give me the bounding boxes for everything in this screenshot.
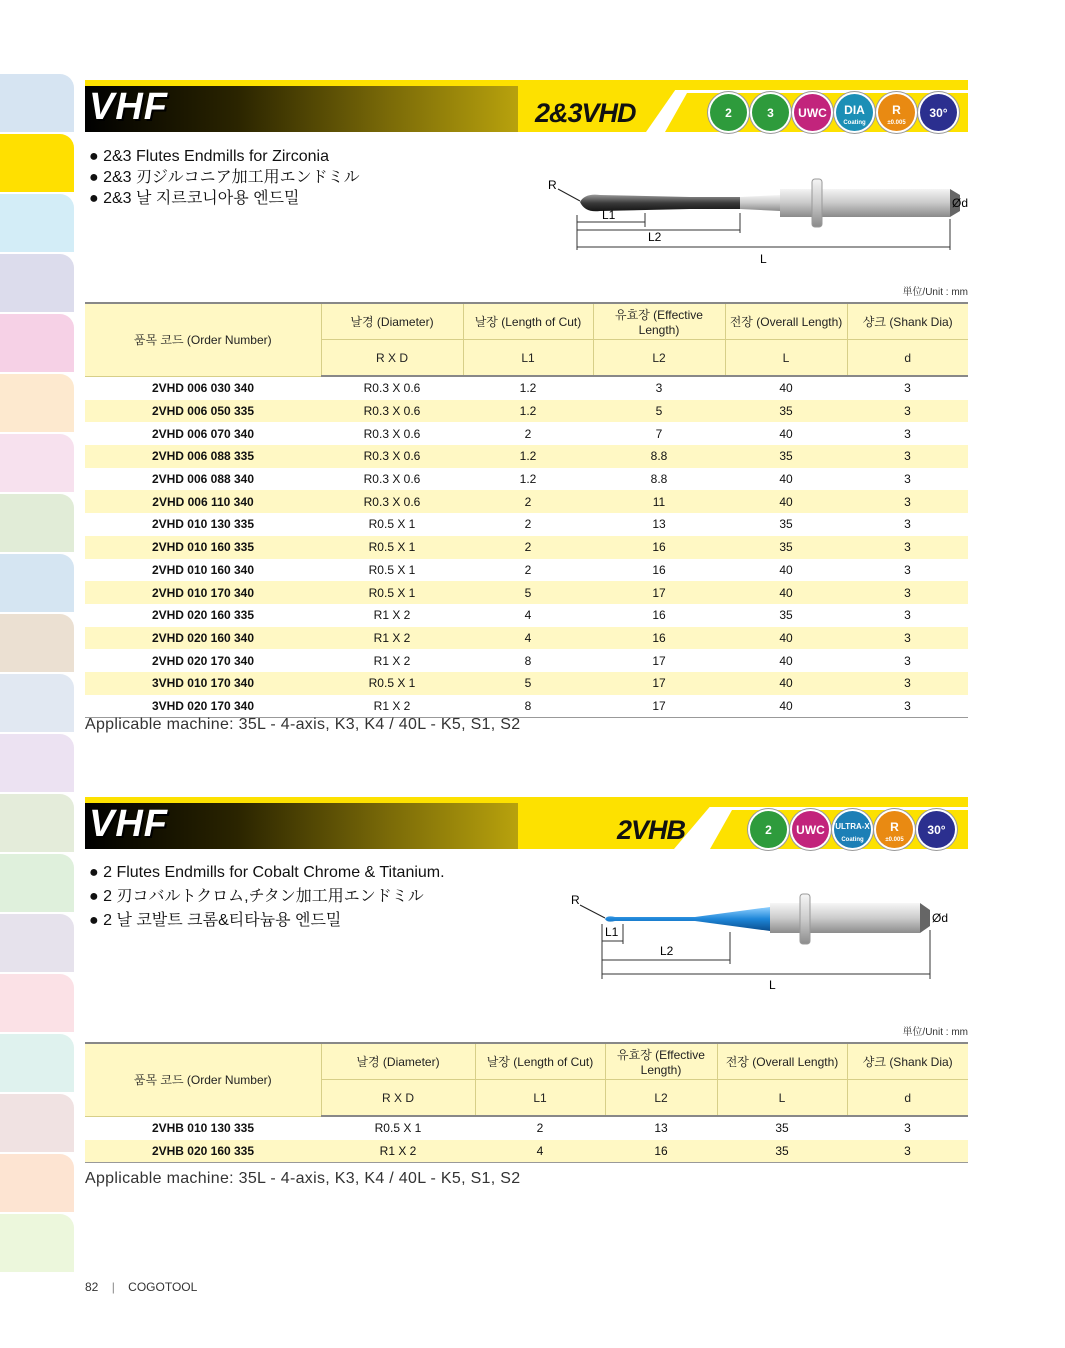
header-length-of-cut: 날장 (Length of Cut) — [463, 303, 593, 340]
header-d: d — [847, 1080, 968, 1117]
product-description — [89, 861, 445, 933]
label-r: R — [571, 893, 580, 907]
label-l2: L2 — [660, 944, 674, 958]
effective-length-cell: 17 — [593, 672, 725, 695]
uwc-icon: UWC — [792, 811, 829, 848]
shank-dia-cell: 3 — [847, 695, 968, 718]
header-shank-dia: 샹크 (Shank Dia) — [847, 303, 968, 340]
overall-length-cell: 40 — [779, 562, 793, 577]
side-tab[interactable] — [0, 1034, 74, 1092]
brand-name: COGOTOOL — [128, 1280, 198, 1294]
helix-30-icon: 30° — [918, 811, 955, 848]
table-row — [85, 1140, 968, 1163]
overall-length-cell: 35 — [779, 517, 793, 532]
table-row — [85, 445, 968, 468]
overall-length-cell: 35 — [725, 400, 847, 423]
model-name: 2&3VHD — [535, 98, 636, 128]
overall-length-cell: 40 — [725, 490, 847, 513]
side-tab[interactable] — [0, 794, 74, 852]
side-tab[interactable] — [0, 194, 74, 252]
diameter-cell: R1 X 2 — [321, 627, 463, 650]
side-tab[interactable] — [0, 314, 74, 372]
shank-dia-cell: 3 — [904, 472, 911, 487]
shank-dia-cell: 3 — [847, 400, 968, 423]
ultra-x-coating-icon: ULTRA-X Coating — [834, 811, 871, 848]
table-row — [85, 695, 968, 718]
side-tab[interactable] — [0, 614, 74, 672]
model-name: 2VHB — [617, 815, 686, 845]
effective-length-cell: 13 — [652, 517, 666, 532]
order-number-cell: 2VHD 010 170 340 — [85, 581, 321, 604]
effective-length-cell: 16 — [593, 536, 725, 559]
effective-length-cell: 16 — [652, 608, 666, 623]
side-tab[interactable] — [0, 1214, 74, 1272]
diameter-cell: R1 X 2 — [321, 1140, 475, 1163]
shank-dia-cell: 3 — [904, 381, 911, 396]
order-number-cell: 2VHD 020 160 335 — [151, 608, 255, 623]
shank-dia-cell: 3 — [847, 490, 968, 513]
unit-label: 単位/Unit : mm — [902, 287, 968, 298]
overall-length-cell: 40 — [725, 695, 847, 718]
header-d: d — [847, 340, 968, 377]
order-number-cell: 2VHD 006 070 340 — [151, 426, 255, 441]
side-tab[interactable] — [0, 134, 74, 192]
order-number-cell: 2VHB 020 160 335 — [85, 1140, 321, 1163]
effective-length-cell: 8.8 — [593, 445, 725, 468]
side-tab[interactable] — [0, 854, 74, 912]
neck — [740, 195, 780, 211]
side-tab[interactable] — [0, 734, 74, 792]
effective-length-cell: 16 — [593, 627, 725, 650]
shank-dia-cell: 3 — [904, 426, 911, 441]
diameter-cell: R1 X 2 — [373, 608, 411, 623]
overall-length-cell: 35 — [725, 445, 847, 468]
table-row — [85, 422, 968, 445]
length-of-cut-cell: 8 — [524, 653, 532, 668]
effective-length-cell: 17 — [593, 695, 725, 718]
header-order-number: 품목 코드 (Order Number) — [85, 303, 321, 376]
helix-30-icon: 30° — [920, 94, 957, 131]
page-footer — [85, 1280, 197, 1294]
side-tab[interactable] — [0, 1094, 74, 1152]
table-row — [85, 627, 968, 650]
order-number-cell: 2VHD 020 160 340 — [85, 627, 321, 650]
flange — [800, 894, 810, 944]
side-tab[interactable] — [0, 974, 74, 1032]
table-row — [85, 400, 968, 423]
order-number-cell: 2VHD 006 050 335 — [85, 400, 321, 423]
shank-dia-cell: 3 — [847, 672, 968, 695]
effective-length-cell: 16 — [652, 562, 666, 577]
shank-dia-cell: 3 — [847, 1140, 968, 1163]
length-of-cut-cell: 2 — [536, 1121, 544, 1136]
length-of-cut-cell: 8 — [463, 695, 593, 718]
page-number: 82 — [85, 1280, 99, 1294]
effective-length-cell: 8.8 — [650, 472, 668, 487]
diameter-cell: R0.3 X 0.6 — [363, 381, 421, 396]
overall-length-cell: 40 — [779, 472, 793, 487]
header-l1: L1 — [475, 1080, 605, 1117]
label-l2: L2 — [648, 230, 662, 244]
table-row — [85, 376, 968, 400]
cutting-head — [605, 907, 770, 931]
tool-diagram — [565, 892, 970, 992]
header-overall-length: 전장 (Overall Length) — [725, 303, 847, 340]
effective-length-cell: 5 — [593, 400, 725, 423]
order-number-cell: 2VHD 006 030 340 — [151, 381, 255, 396]
shank-chamfer — [920, 903, 930, 933]
order-number-cell: 2VHD 010 130 335 — [151, 517, 255, 532]
order-number-cell: 2VHD 010 160 335 — [85, 536, 321, 559]
effective-length-cell: 16 — [605, 1140, 717, 1163]
overall-length-cell: 40 — [725, 672, 847, 695]
diameter-cell: R0.3 X 0.6 — [321, 400, 463, 423]
side-tab[interactable] — [0, 254, 74, 312]
order-number-cell: 2VHD 010 160 340 — [151, 562, 255, 577]
length-of-cut-cell: 1.2 — [519, 472, 537, 487]
description-line-kr: ● 2&3 날 지르코니아용 엔드밀 — [89, 190, 300, 207]
description-line-jp: ● 2 刃コバルトクロム,チタン加工用エンドミル — [89, 888, 424, 905]
description-line-en: ● 2&3 Flutes Endmills for Zirconia — [89, 148, 329, 165]
tool-diagram — [540, 175, 970, 275]
diameter-cell: R0.5 X 1 — [374, 1121, 422, 1136]
diameter-cell: R0.5 X 1 — [321, 581, 463, 604]
side-tab[interactable] — [0, 674, 74, 732]
shank-dia-cell: 3 — [904, 653, 911, 668]
side-tab[interactable] — [0, 914, 74, 972]
diameter-cell: R0.3 X 0.6 — [321, 445, 463, 468]
description-line-en: ● 2 Flutes Endmills for Cobalt Chrome & Titanium. — [89, 864, 445, 881]
diameter-cell: R0.3 X 0.6 — [363, 426, 421, 441]
header-diameter: 날경 (Diameter) — [321, 303, 463, 340]
label-l1: L1 — [602, 208, 616, 222]
diameter-cell: R0.5 X 1 — [368, 562, 416, 577]
length-of-cut-cell: 5 — [463, 581, 593, 604]
shank-dia-cell: 3 — [904, 608, 911, 623]
flute-2-icon: 2 — [750, 811, 787, 848]
shank-dia-cell: 3 — [847, 536, 968, 559]
flute-2-icon: 2 — [710, 94, 747, 131]
overall-length-cell: 40 — [779, 381, 793, 396]
length-of-cut-cell: 2 — [524, 562, 532, 577]
shank-dia-cell: 3 — [904, 517, 911, 532]
section-banner — [85, 797, 968, 849]
effective-length-cell: 11 — [593, 490, 725, 513]
overall-length-cell: 35 — [717, 1140, 847, 1163]
effective-length-cell: 17 — [652, 653, 666, 668]
overall-length-cell: 35 — [775, 1121, 789, 1136]
table-row — [85, 581, 968, 604]
side-tab[interactable] — [0, 554, 74, 612]
order-number-cell: 3VHD 010 170 340 — [85, 672, 321, 695]
header-l: L — [717, 1080, 847, 1117]
order-number-cell: 2VHD 006 088 340 — [151, 472, 255, 487]
header-effective-length: 유효장 (Effective Length) — [593, 303, 725, 340]
uwc-icon: UWC — [794, 94, 831, 131]
side-tab[interactable] — [0, 374, 74, 432]
feature-badges — [750, 811, 955, 848]
table-row — [85, 468, 968, 491]
table-row — [85, 513, 968, 536]
label-r: R — [548, 178, 557, 192]
applicable-machine: Applicable machine: 35L - 4-axis, K3, K4 / 40L - K5, S1, S2 — [85, 716, 521, 733]
side-tab[interactable] — [0, 434, 74, 492]
section-title: VHF — [89, 86, 168, 128]
side-tab[interactable] — [0, 1154, 74, 1212]
header-rxd: R X D — [321, 1080, 475, 1117]
header-length-of-cut: 날장 (Length of Cut) — [475, 1043, 605, 1080]
order-number-cell: 2VHD 006 110 340 — [85, 490, 321, 513]
length-of-cut-cell: 4 — [524, 608, 532, 623]
overall-length-cell: 35 — [725, 536, 847, 559]
spec-table-body — [85, 1116, 968, 1163]
overall-length-cell: 40 — [725, 581, 847, 604]
shank-dia-cell: 3 — [847, 581, 968, 604]
description-line-jp: ● 2&3 刃ジルコニア加工用エンドミル — [89, 169, 360, 186]
section-banner — [85, 80, 968, 132]
shank-dia-cell: 3 — [847, 445, 968, 468]
shank-dia-cell: 3 — [904, 1121, 911, 1136]
header-rxd: R X D — [321, 340, 463, 377]
table-row — [85, 559, 968, 582]
length-of-cut-cell: 4 — [475, 1140, 605, 1163]
header-diameter: 날경 (Diameter) — [321, 1043, 475, 1080]
diameter-cell: R1 X 2 — [373, 653, 411, 668]
diameter-cell: R0.5 X 1 — [321, 672, 463, 695]
effective-length-cell: 17 — [593, 581, 725, 604]
unit-label: 単位/Unit : mm — [902, 1027, 968, 1038]
diameter-cell: R1 X 2 — [321, 695, 463, 718]
footer-separator: | — [111, 1280, 115, 1294]
section-title: VHF — [89, 803, 168, 845]
r-tolerance-icon: R ±0.005 — [876, 811, 913, 848]
label-d: Ød — [932, 911, 949, 925]
length-of-cut-cell: 2 — [524, 426, 532, 441]
side-tab[interactable] — [0, 494, 74, 552]
table-row — [85, 536, 968, 559]
overall-length-cell: 40 — [725, 627, 847, 650]
side-tab[interactable] — [0, 74, 74, 132]
table-row — [85, 672, 968, 695]
flange — [812, 179, 822, 227]
spec-table — [85, 302, 968, 718]
product-description — [89, 146, 360, 209]
header-l2: L2 — [605, 1080, 717, 1117]
header-overall-length: 전장 (Overall Length) — [717, 1043, 847, 1080]
shank-dia-cell: 3 — [904, 562, 911, 577]
description-line-kr: ● 2 날 코발트 크롬&티타늄용 엔드밀 — [89, 912, 342, 929]
table-row — [85, 490, 968, 513]
effective-length-cell: 3 — [655, 381, 663, 396]
label-l: L — [769, 978, 776, 992]
dia-coating-icon: DIA Coating — [836, 94, 873, 131]
header-order-number: 품목 코드 (Order Number) — [85, 1043, 321, 1116]
label-d: Ød — [952, 196, 969, 210]
length-of-cut-cell: 4 — [463, 627, 593, 650]
label-l: L — [760, 252, 767, 266]
spec-table — [85, 1042, 968, 1163]
table-row — [85, 604, 968, 627]
length-of-cut-cell: 2 — [463, 490, 593, 513]
diameter-cell: R0.3 X 0.6 — [321, 490, 463, 513]
flute-3-icon: 3 — [752, 94, 789, 131]
order-number-cell: 3VHD 020 170 340 — [85, 695, 321, 718]
length-of-cut-cell: 2 — [524, 517, 532, 532]
spec-table-body — [85, 376, 968, 718]
feature-badges — [710, 94, 957, 131]
shank — [780, 189, 950, 217]
table-row — [85, 649, 968, 672]
effective-length-cell: 13 — [654, 1121, 668, 1136]
header-shank-dia: 샹크 (Shank Dia) — [847, 1043, 968, 1080]
table-row — [85, 1116, 968, 1140]
diameter-cell: R0.5 X 1 — [321, 536, 463, 559]
overall-length-cell: 40 — [779, 653, 793, 668]
header-effective-length: 유효장 (Effective Length) — [605, 1043, 717, 1080]
header-l: L — [725, 340, 847, 377]
label-l1: L1 — [605, 925, 619, 939]
r-tolerance-icon: R ±0.005 — [878, 94, 915, 131]
section-vhb — [85, 797, 968, 1197]
applicable-machine: Applicable machine: 35L - 4-axis, K3, K4 / 40L - K5, S1, S2 — [85, 1170, 521, 1187]
diameter-cell: R0.3 X 0.6 — [363, 472, 421, 487]
overall-length-cell: 35 — [779, 608, 793, 623]
section-vhd — [85, 80, 968, 740]
length-of-cut-cell: 2 — [463, 536, 593, 559]
order-number-cell: 2VHB 010 130 335 — [151, 1121, 255, 1136]
overall-length-cell: 40 — [779, 426, 793, 441]
shank-dia-cell: 3 — [847, 627, 968, 650]
diameter-cell: R0.5 X 1 — [368, 517, 416, 532]
shank — [770, 903, 920, 933]
order-number-cell: 2VHD 020 170 340 — [151, 653, 255, 668]
length-of-cut-cell: 1.2 — [463, 445, 593, 468]
order-number-cell: 2VHD 006 088 335 — [85, 445, 321, 468]
effective-length-cell: 7 — [655, 426, 663, 441]
length-of-cut-cell: 5 — [463, 672, 593, 695]
header-l2: L2 — [593, 340, 725, 377]
header-l1: L1 — [463, 340, 593, 377]
length-of-cut-cell: 1.2 — [463, 400, 593, 423]
length-of-cut-cell: 1.2 — [519, 381, 537, 396]
